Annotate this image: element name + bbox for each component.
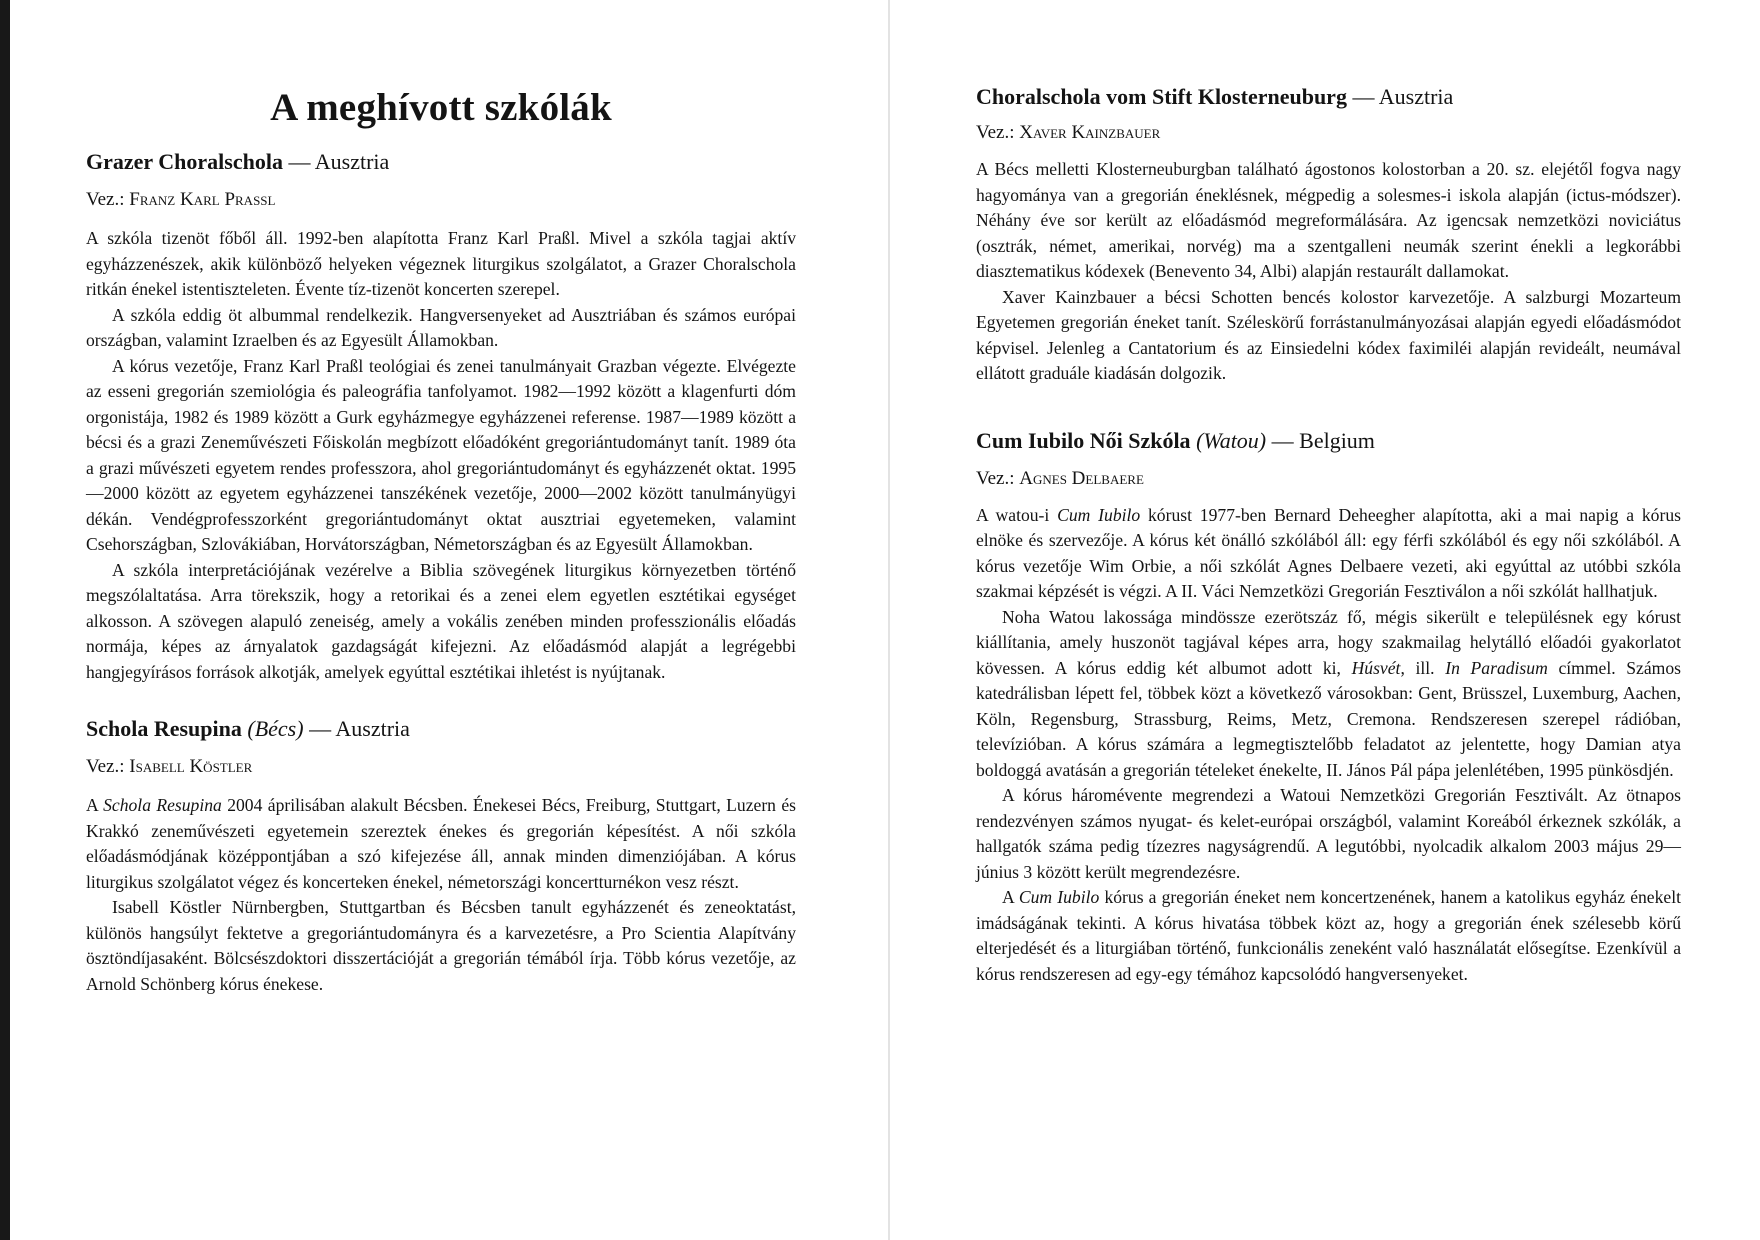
choir-country: Ausztria xyxy=(335,716,410,741)
section-choralschola-klosterneuburg xyxy=(976,83,1681,387)
choir-city: (Watou) xyxy=(1196,427,1267,453)
scan-edge xyxy=(0,0,10,1240)
director-label: Vez.: xyxy=(976,467,1015,489)
director-name: Xaver Kainzbauer xyxy=(1019,122,1161,143)
choir-country: Ausztria xyxy=(314,149,390,174)
choir-name: Choralschola vom Stift Klosterneuburg xyxy=(976,84,1347,109)
director-label: Vez.: xyxy=(86,756,125,777)
text-run: A xyxy=(86,795,104,815)
paragraph: Xaver Kainzbauer a bécsi Schotten bencés kolostor karvezetője. A salzburgi Mozarteum Egyetemen gregorián éneket tanít. Széleskörű forrástanulmányozásai alapján egyedi előadásmódot képvisel. Jelenleg a Cantatorium és az Einsiedelni kódex faximiléi alapján revideált, neumával ellátott graduále kiadásán dolgozik. xyxy=(976,286,1681,383)
text-run: kórus a gregorián éneket nem koncertzenének, hanem a katolikus egyház énekelt imádságának tekinti. A kórus hivatása többek közt az, hogy a gregorián ének szélesebb körű elterjedését és a liturgiában történő, funkcionális zeneként való használatát elősegítse. Ezenkívül a kórus rendszeresen ad egy-egy témához kapcsolódó hangversenyeket. xyxy=(976,887,1681,984)
paragraph xyxy=(86,793,796,895)
paragraph xyxy=(976,885,1681,987)
heading-separator: — xyxy=(282,149,315,174)
text-run: A watou-i xyxy=(976,504,1058,525)
choir-name: Grazer Choralschola xyxy=(86,149,283,174)
text-run: címmel. Számos katedrálisban lépett fel, többek közt a következő városokban: Gent, Brüsszel, Luxemburg, Aachen, Köln, Regensburg, Strassburg, Reims, Metz, Cremona. Rendszeresen szerepel rádióban, televízióban. A kórus számára a legmegtisztelőbb feladatot az jelentette, hogy Damian atya boldoggá avatásán a gregorián tételeket énekelte, II. János Pál pápa jelenlétében, 1995 pünkösdjén. xyxy=(976,657,1682,780)
section-cum-iubilo xyxy=(976,427,1681,988)
book-gutter xyxy=(888,0,890,1240)
director-line xyxy=(976,467,1681,491)
director-line xyxy=(86,755,796,779)
director-name: Agnes Delbaere xyxy=(1019,467,1144,489)
paragraph: A Bécs melletti Klosterneuburgban található ágostonos kolostorban a 20. sz. elejétől fogva nagy hagyománya van a gregorián éneklésnek, mégpedig a solesmes-i iskola alapján (ictus-módszer). Néhány éve sor került az előadásmód megreformálására. Az igencsak nemzetközi noviciátus (osztrák, német, amerikai, norvég) ma a szentgalleni neumák szerint énekli a legkorábbi diasztematikus kódexek (Benevento 34, Albi) alapján restaurált dallamokat. xyxy=(976,159,1681,281)
page-title: A meghívott szkólák xyxy=(270,86,612,129)
paragraph: A kórus háromévente megrendezi a Watoui Nemzetközi Gregorián Fesztivált. Az ötnapos rendezvényen számos nyugat- és kelet-európai országból, valamint Koreából érkeznek szkólák, a hallgatók száma pedig tízezres nagyságrendű. A legutóbbi, nyolcadik alkalom 2003 május 29—június 3 között került megrendezésre. xyxy=(976,785,1681,882)
left-page xyxy=(86,0,796,997)
heading-separator: — xyxy=(1266,427,1300,453)
paragraph: A kórus vezetője, Franz Karl Praßl teológiai és zenei tanulmányait Grazban végezte. Elvégezte az esseni gregorián szemiológia és paleográfia tanfolyamot. 1982—1992 között a klagenfurti dóm orgonistája, 1982 és 1989 között a Gurk egyházmegye egyházzenei referense. 1987—1989 között a bécsi és a grazi Zeneművészeti Főiskolán megbízott előadóként gregoriántudományt tanít. 1989 óta a grazi művészeti egyetem rendes professzora, ahol gregoriántudományt és egyházzenét oktat. 1995—2000 között az egyetem egyházzenei tanszékének vezetője, 2000—2002 között tanulmányügyi dékán. Vendégprofesszorként gregoriántudományt oktat ausztriai egyetemeken, valamint Csehországban, Szlovákiában, Horvátországban, Németországban és az Egyesült Államokban. xyxy=(86,355,796,554)
director-name: Isabell Köstler xyxy=(129,756,253,777)
italic-text: Schola Resupina xyxy=(103,795,222,815)
text-run: Noha Watou lakossága mindössze ezerötszáz fő, mégis sikerült e településnek egy kórust kiállítania, amely huszonöt tagjával képes arra, hogy szakmailag helytálló előadói gyakorlatot kövessen. A kórus eddig két albumot adott ki, xyxy=(976,606,1681,678)
paragraph: A szkóla interpretációjának vezérelve a Biblia szövegének liturgikus környezetben történő megszólaltatása. Arra törekszik, hogy a retorikai és a zenei elem egyetlen esztétikai egységet alkosson. A szövegen alapuló zeneiség, amely a vokális zenében minden professzionális előadás normája, képes az árnyalatok gazdagságát kifejezni. Az előadásmód alapját a legrégebbi hangjegyírásos források alkotják, amelyek egyúttal esztétikai ihletést is nyújtanak. xyxy=(86,559,796,682)
right-page xyxy=(976,0,1681,987)
director-label: Vez.: xyxy=(976,122,1015,143)
heading-separator: — xyxy=(1346,84,1379,109)
director-label: Vez.: xyxy=(86,189,125,210)
paragraph xyxy=(976,503,1681,605)
text-run: A xyxy=(1002,887,1019,907)
italic-text: In Paradisum xyxy=(1445,657,1548,678)
director-line xyxy=(976,121,1681,145)
italic-text: Húsvét xyxy=(1351,657,1401,678)
text-run: 2004 áprilisában alakult Bécsben. Énekesei Bécs, Freiburg, Stuttgart, Luzern és Krakkó zeneművészeti egyetemein szereztek énekes és gregorián képesítést. A női szkóla előadásmódjának középpontjában a szó kifejezése áll, annak minden dimenziójában. A kórus liturgikus szolgálatot végez és koncerteken énekel, németországi koncertturnékon vesz részt. xyxy=(86,795,796,892)
director-name: Franz Karl Prassl xyxy=(129,189,276,210)
choir-name: Schola Resupina xyxy=(86,716,242,741)
paragraph: A szkóla eddig öt albummal rendelkezik. Hangversenyeket ad Ausztriában és számos európai országban, valamint Izraelben és az Egyesült Államokban. xyxy=(86,304,796,350)
section-heading xyxy=(976,427,1681,455)
heading-separator: — xyxy=(303,716,336,741)
choir-city: (Bécs) xyxy=(247,716,304,741)
section-heading xyxy=(86,148,796,176)
text-run: kórust 1977-ben Bernard Deheegher alapította, aki a mai napig a kórus elnöke és szervezője. A kórus két önálló szkólából áll: egy férfi szkólából és egy női szkólából. A kórus vezetője Wim Orbie, a női szkólát Agnes Delbaere vezeti, aki egyúttal az utóbbi szkóla szakmai képzését is végzi. A II. Váci Nemzetközi Gregorián Fesztiválon a női szkólát hallhatjuk. xyxy=(976,504,1681,601)
section-heading xyxy=(86,715,796,743)
director-line xyxy=(86,188,796,212)
paragraph xyxy=(976,605,1681,784)
section-heading xyxy=(976,83,1681,111)
italic-text: Cum Iubilo xyxy=(1057,504,1141,525)
choir-name: Cum Iubilo Női Szkóla xyxy=(976,427,1191,453)
paragraph: Isabell Köstler Nürnbergben, Stuttgartban és Bécsben tanult egyházzenét és zeneoktatást, különös hangsúlyt fektetve a gregoriántudományra és a karvezetésre, a Pro Scientia Alapítvány ösztöndíjasaként. Bölcsészdoktori disszertációját a gregorián témából írja. Több kórus vezetője, az Arnold Schönberg kórus énekese. xyxy=(86,897,796,994)
choir-country: Belgium xyxy=(1299,427,1375,453)
italic-text: Cum Iubilo xyxy=(1018,887,1100,907)
text-run: , ill. xyxy=(1400,657,1446,678)
section-schola-resupina xyxy=(86,715,796,997)
choir-country: Ausztria xyxy=(1378,84,1454,109)
section-grazer-choralschola xyxy=(86,148,796,685)
paragraph: A szkóla tizenöt főből áll. 1992-ben alapította Franz Karl Praßl. Mivel a szkóla tagjai aktív egyházzenészek, akik különböző helyeken végeznek liturgikus szolgálatot, a Grazer Choralschola ritkán énekel istentiszteleten. Évente tíz-tizenöt koncerten szerepel. xyxy=(86,228,796,299)
